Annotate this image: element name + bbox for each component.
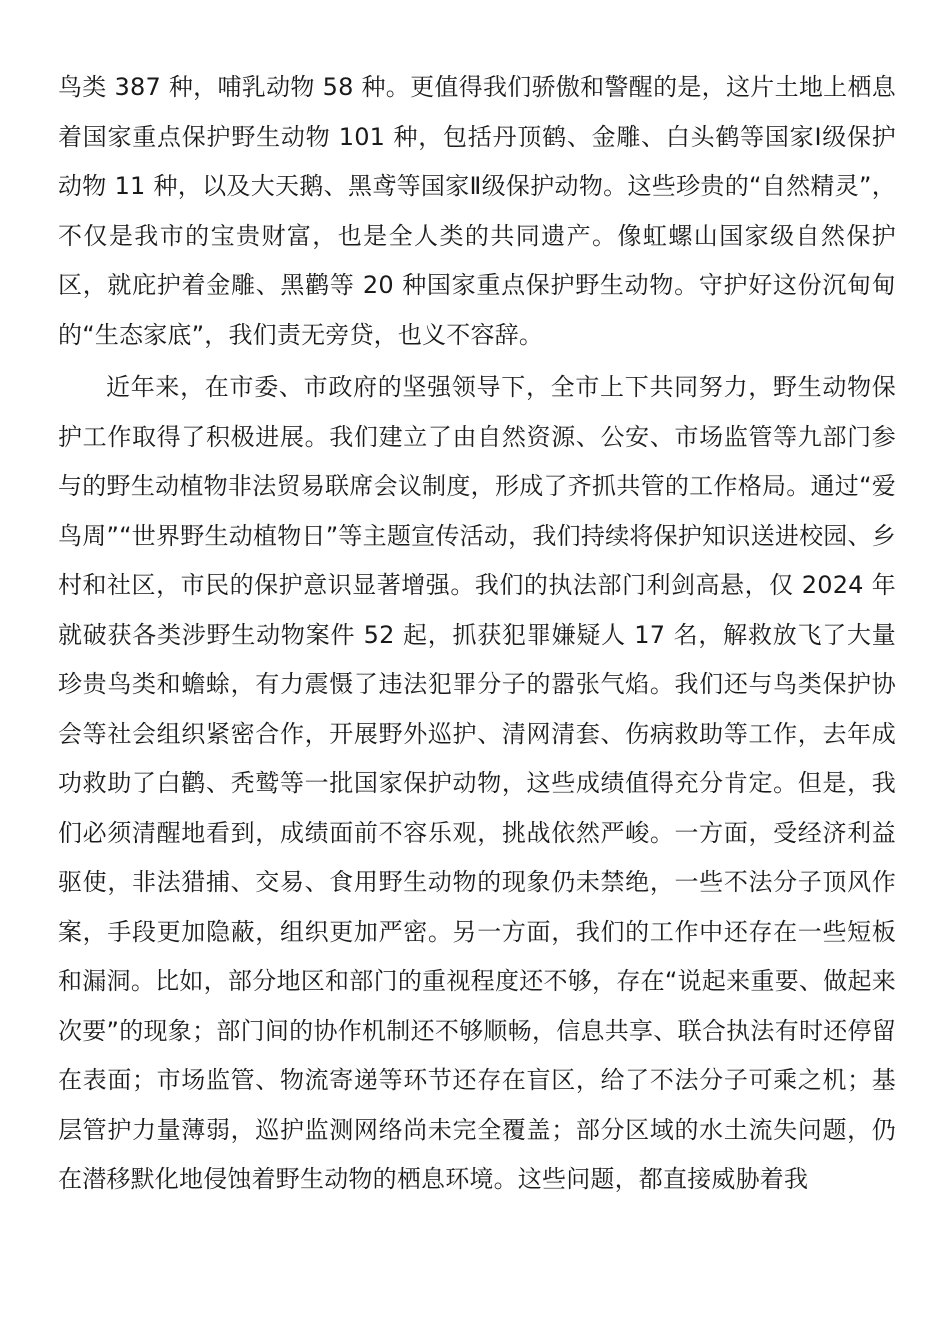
paragraph-1-text: 鸟类 387 种，哺乳动物 58 种。更值得我们骄傲和警醒的是，这片土地上栖息着国家重点保护野生动物 101 种，包括丹顶鹤、金雕、白头鹤等国家Ⅰ级保护动物 11 种，以及大天鹅、黑鸢等国家Ⅱ级保护动物。这些珍贵的“自然精灵”，不仅是我市的宝贵财富，也是全人类的共同遗产。像虹螺山国家级自然保护区，就庇护着金雕、黑鹳等 20 种国家重点保护野生动物。守护好这份沉甸甸的“生态家底”，我们责无旁贷，也义不容辞。 xyxy=(58,73,896,349)
paragraph-2 xyxy=(58,363,896,1205)
paragraph-2-text: 近年来，在市委、市政府的坚强领导下，全市上下共同努力，野生动物保护工作取得了积极进展。我们建立了由自然资源、公安、市场监管等九部门参与的野生动植物非法贸易联席会议制度，形成了齐抓共管的工作格局。通过“爱鸟周”“世界野生动植物日”等主题宣传活动，我们持续将保护知识送进校园、乡村和社区，市民的保护意识显著增强。我们的执法部门利剑高悬，仅 2024 年就破获各类涉野生动物案件 52 起，抓获犯罪嫌疑人 17 名，解救放飞了大量珍贵鸟类和蟾蜍，有力震慑了违法犯罪分子的嚣张气焰。我们还与鸟类保护协会等社会组织紧密合作，开展野外巡护、清网清套、伤病救助等工作，去年成功救助了白鹳、秃鹫等一批国家保护动物，这些成绩值得充分肯定。但是，我们必须清醒地看到，成绩面前不容乐观，挑战依然严峻。一方面，受经济利益驱使，非法猎捕、交易、食用野生动物的现象仍未禁绝，一些不法分子顶风作案，手段更加隐蔽，组织更加严密。另一方面，我们的工作中还存在一些短板和漏洞。比如，部分地区和部门的重视程度还不够，存在“说起来重要、做起来次要”的现象；部门间的协作机制还不够顺畅，信息共享、联合执法有时还停留在表面；市场监管、物流寄递等环节还存在盲区，给了不法分子可乘之机；基层管护力量薄弱，巡护监测网络尚未完全覆盖；部分区域的水土流失问题，仍在潜移默化地侵蚀着野生动物的栖息环境。这些问题，都直接威胁着我 xyxy=(58,373,896,1193)
paragraph-1 xyxy=(58,63,896,360)
